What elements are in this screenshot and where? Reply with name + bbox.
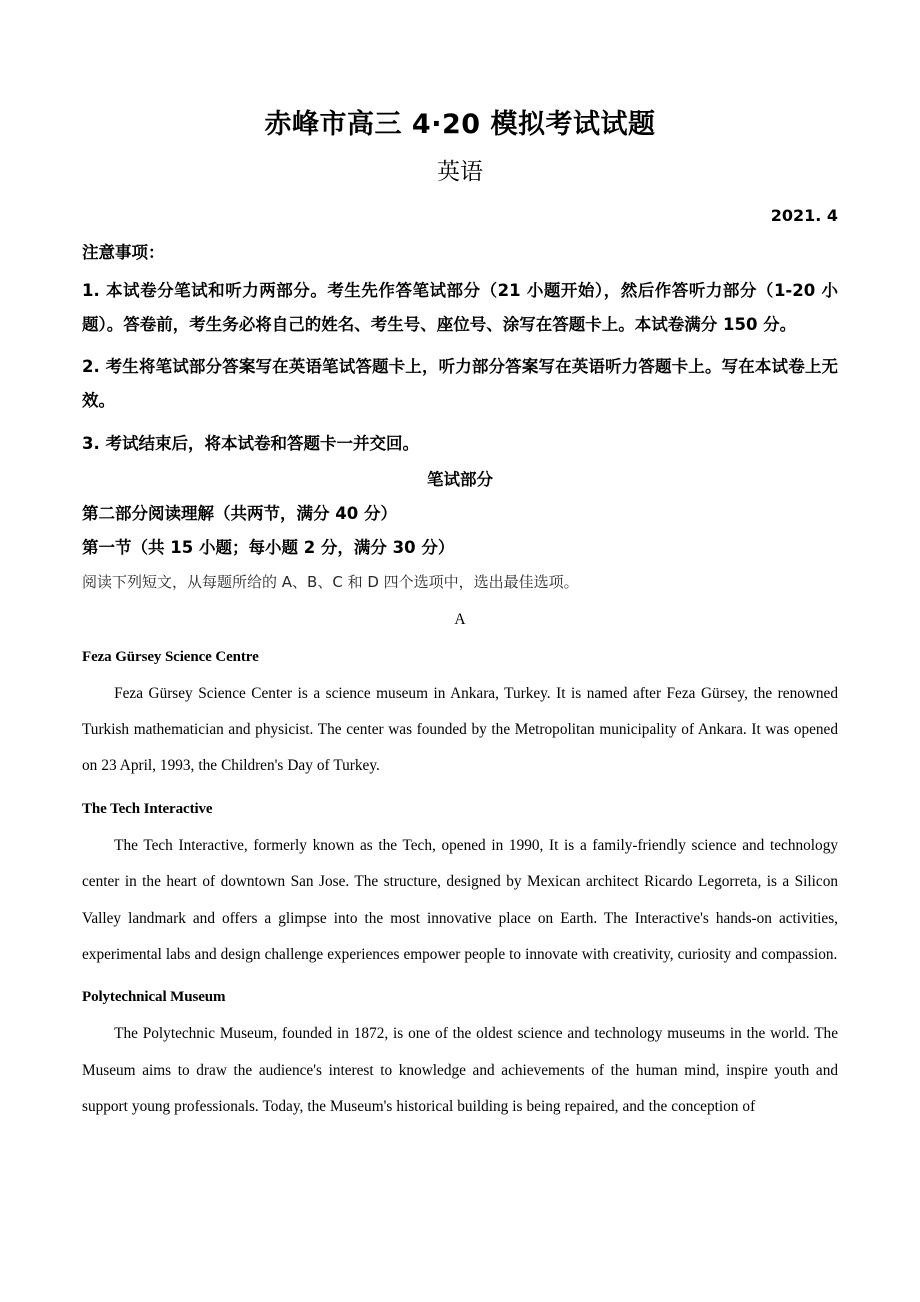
notice-item-2: 2. 考生将笔试部分答案写在英语笔试答题卡上，听力部分答案写在英语听力答题卡上。写在本试卷上无效。 xyxy=(82,357,838,411)
page-title: 赤峰市高三 4·20 模拟考试试题 xyxy=(264,109,656,140)
notice-item-3: 3. 考试结束后，将本试卷和答题卡一并交回。 xyxy=(82,433,419,453)
passage-body-polytechnical-museum: The Polytechnic Museum, founded in 1872, is one of the oldest science and technology museums in the world. The Museum aims to draw the audience's interest to knowledge and achievements of the human mind, inspire youth and support young professionals. Today, the Museum's historical building is being repaired, and the conception of xyxy=(82,1025,838,1115)
exam-date: 2021. 4 xyxy=(770,205,838,225)
passage-body-tech-interactive: The Tech Interactive, formerly known as the Tech, opened in 1990, It is a family-friendly science and technology center in the heart of downtown San Jose. The structure, designed by Mexican architect Ricardo Legorreta, is a Silicon Valley landmark and offers a glimpse into the most innovative place on Earth. The Interactive's hands-on activities, experimental labs and design challenge experiences empower people to innovate with creativity, curiosity and compassion. xyxy=(82,836,838,964)
subject-title: 英语 xyxy=(437,158,483,185)
section-subpart-one-heading: 第一节（共 15 小题；每小题 2 分，满分 30 分） xyxy=(82,537,455,557)
notice-item-1: 1. 本试卷分笔试和听力两部分。考生先作答笔试部分（21 小题开始），然后作答听力部分（1-20 小题）。答卷前，考生务必将自己的姓名、考生号、座位号、涂写在答题卡上。本试卷满分 150 分。 xyxy=(82,280,838,334)
passage-letter-a: A xyxy=(454,610,466,628)
section-part-two-heading: 第二部分阅读理解（共两节，满分 40 分） xyxy=(82,504,397,524)
written-part-header: 笔试部分 xyxy=(427,469,493,489)
passage-body-feza-gursey: Feza Gürsey Science Center is a science museum in Ankara, Turkey. It is named after Feza Gürsey, the renowned Turkish mathematician and physicist. The center was founded by the Metropolitan municipality of Ankara. It was opened on 23 April, 1993, the Children's Day of Turkey. xyxy=(82,684,838,775)
passage-heading-polytechnical-museum: Polytechnical Museum xyxy=(82,989,226,1006)
passage-heading-tech-interactive: The Tech Interactive xyxy=(82,800,213,817)
notice-heading: 注意事项： xyxy=(82,243,165,263)
reading-instruction: 阅读下列短文，从每题所给的 A、B、C 和 D 四个选项中，选出最佳选项。 xyxy=(82,573,579,592)
passage-heading-feza-gursey: Feza Gürsey Science Centre xyxy=(82,648,259,665)
